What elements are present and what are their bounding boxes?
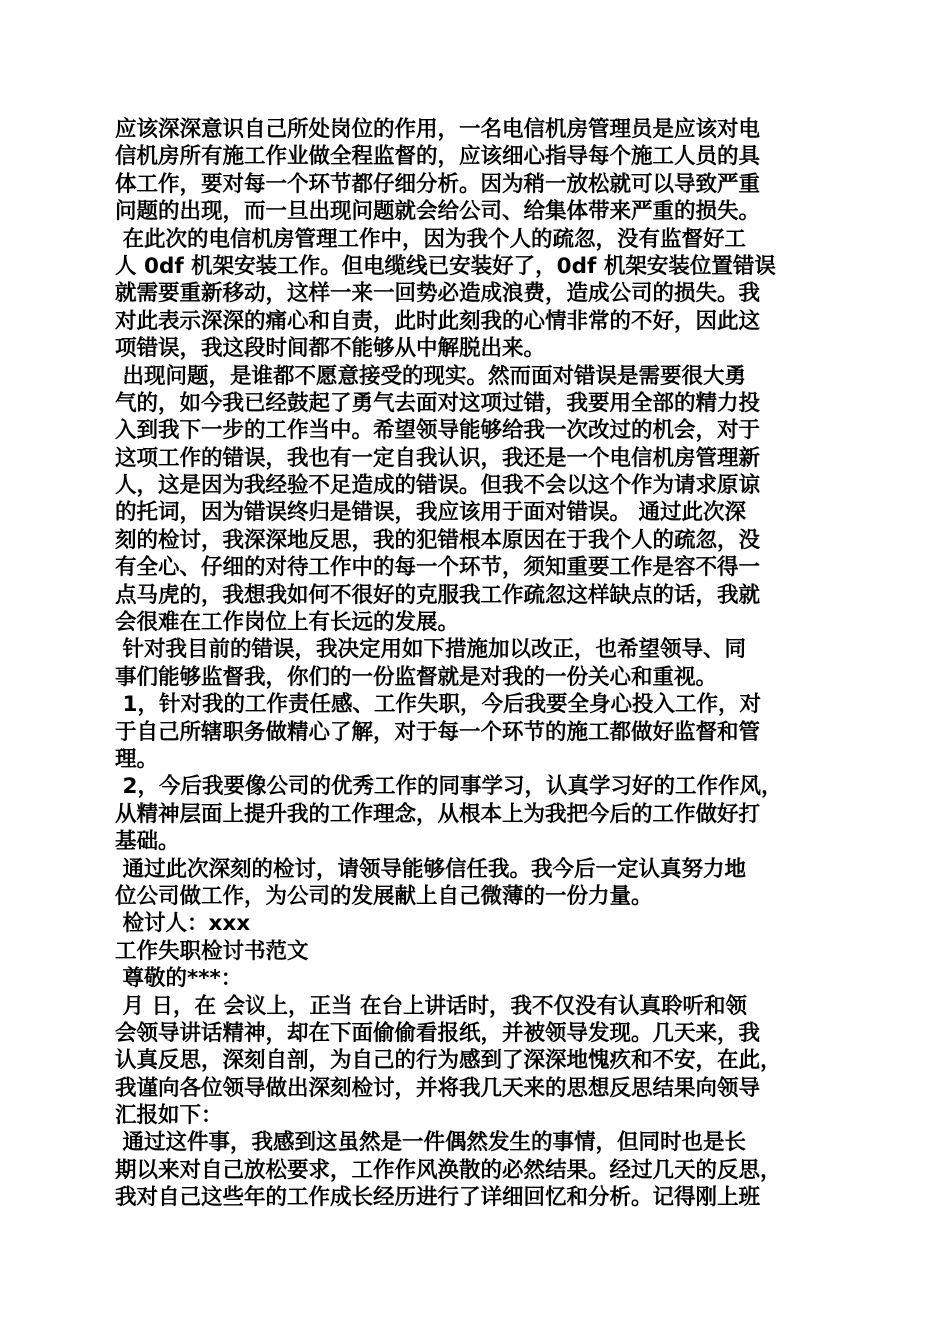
- text-line: 刻的检讨，我深深地反思，我的犯错根本原因在于我个人的疏忽，没: [115, 527, 761, 553]
- text-line: 基础。: [115, 829, 180, 855]
- text-line: 入到我下一步的工作当中。希望领导能够给我一次改过的机会，对于: [115, 418, 761, 444]
- text-line: 人，这是因为我经验不足造成的错误。但我不会以这个作为请求原谅: [115, 473, 761, 499]
- text-line: 应该深深意识自己所处岗位的作用，一名电信机房管理员是应该对电: [115, 117, 761, 142]
- text-line: 会领导讲话精神，却在下面偷偷看报纸，并被领导发现。几天来，我: [115, 1020, 761, 1046]
- text-line: 信机房所有施工作业做全程监督的，应该细心指导每个施工人员的具: [115, 144, 761, 170]
- text-line: 体工作，要对每一个环节都仔细分析。因为稍一放松就可以导致严重: [115, 171, 761, 197]
- text-line: 在此次的电信机房管理工作中，因为我个人的疏忽，没有监督好工: [115, 226, 746, 252]
- text-line: 通过这件事，我感到这虽然是一件偶然发生的事情，但同时也是长: [115, 1130, 746, 1156]
- text-line: 事们能够监督我，你们的一份监督就是对我的一份关心和重视。: [115, 664, 718, 690]
- signature-line: 检讨人：xxx: [115, 911, 251, 937]
- text-line: 期以来对自己放松要求，工作作风涣散的必然结果。经过几天的反思，: [115, 1157, 782, 1183]
- text-line: 这项工作的错误，我也有一定自我认识，我还是一个电信机房管理新: [115, 445, 761, 471]
- text-line: 气的，如今我已经鼓起了勇气去面对这项过错，我要用全部的精力投: [115, 390, 761, 416]
- salutation: 尊敬的***：: [115, 966, 243, 992]
- text-line: 认真反思，深刻自剖，为自己的行为感到了深深地愧疚和不安，在此，: [115, 1048, 782, 1074]
- text-line: 点马虎的，我想我如何不很好的克服我工作疏忽这样缺点的话，我就: [115, 582, 761, 608]
- text-line: 问题的出现，而一旦出现问题就会给公司、给集体带来严重的损失。: [115, 199, 761, 225]
- text-line: 汇报如下：: [115, 1103, 223, 1129]
- text-line: 人 0df 机架安装工作。但电缆线已安装好了，0df 机架安装位置错误: [115, 253, 776, 279]
- text-line: 1，针对我的工作责任感、工作失职，今后我要全身心投入工作，对: [115, 692, 761, 718]
- section-title: 工作失职检讨书范文: [115, 938, 309, 964]
- text-line: 对此表示深深的痛心和自责，此时此刻我的心情非常的不好，因此这: [115, 308, 761, 334]
- text-line: 出现问题，是谁都不愿意接受的现实。然而面对错误是需要很大勇: [115, 363, 746, 389]
- text-line: 有全心、仔细的对待工作中的每一个环节，须知重要工作是容不得一: [115, 555, 761, 581]
- text-line: 就需要重新移动，这样一来一回势必造成浪费，造成公司的损失。我: [115, 281, 761, 307]
- text-line: 月 日，在 会议上，正当 在台上讲话时，我不仅没有认真聆听和领: [115, 993, 747, 1019]
- document-body: [115, 116, 840, 1212]
- text-line: 我谨向各位领导做出深刻检讨，并将我几天来的思想反思结果向领导: [115, 1075, 761, 1101]
- text-line: 通过此次深刻的检讨，请领导能够信任我。我今后一定认真努力地: [115, 856, 746, 882]
- text-line: 的托词，因为错误终归是错误，我应该用于面对错误。 通过此次深: [115, 500, 746, 526]
- text-line: 2，今后我要像公司的优秀工作的同事学习，认真学习好的工作作风，: [115, 774, 783, 800]
- text-line: 理。: [115, 746, 159, 772]
- text-line: 会很难在工作岗位上有长远的发展。: [115, 610, 460, 636]
- text-line: 项错误，我这段时间都不能够从中解脱出来。: [115, 336, 546, 362]
- text-line: 位公司做工作，为公司的发展献上自己微薄的一份力量。: [115, 883, 653, 909]
- text-line: 于自己所辖职务做精心了解，对于每一个环节的施工都做好监督和管: [115, 719, 761, 745]
- text-line: 针对我目前的错误，我决定用如下措施加以改正，也希望领导、同: [115, 637, 746, 663]
- text-line: 从精神层面上提升我的工作理念，从根本上为我把今后的工作做好打: [115, 801, 761, 827]
- text-line: 我对自己这些年的工作成长经历进行了详细回忆和分析。记得刚上班: [115, 1185, 761, 1211]
